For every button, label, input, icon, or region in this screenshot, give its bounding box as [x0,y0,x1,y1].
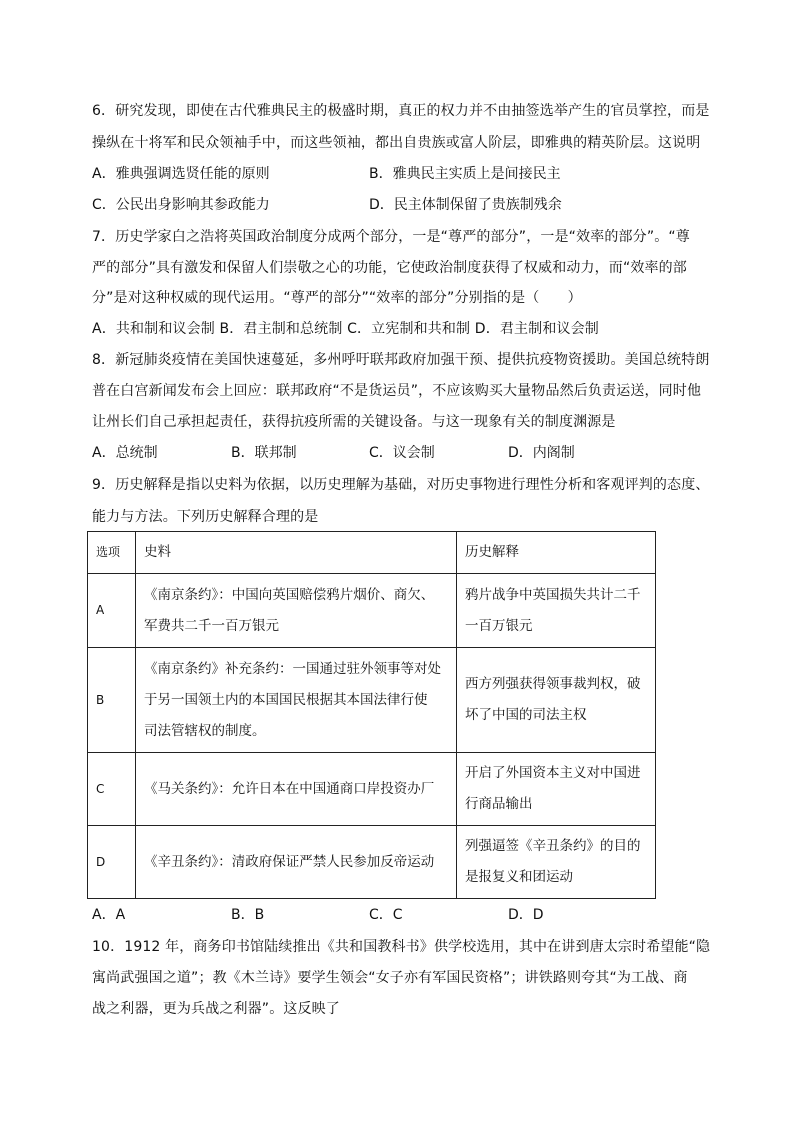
q6-stem-line: 操纵在十将军和民众领袖手中，而这些领袖，都出自贵族或富人阶层，即雅典的精英阶层。这说明 [92,135,701,151]
interp-line: 是报复义和团运动 [465,869,573,885]
source-line: 《马关条约》：允许日本在中国通商口岸投资办厂 [144,780,435,797]
table-row [88,648,656,753]
header-interpretation: 历史解释 [457,532,656,574]
row-option-label: A [88,574,136,648]
row-source [136,826,457,899]
q10-stem-line: 寓尚武强国之道”；教《木兰诗》要学生领会“女子亦有军国民资格”；讲铁路则夸其“为工战、商 [92,970,688,986]
q6-option-d[interactable]: D．民主体制保留了贵族制残余 [369,197,562,213]
q6-option-a[interactable]: A．雅典强调选贤任能的原则 [92,166,270,182]
interp-line: 开启了外国资本主义对中国进 [465,765,641,781]
q9-stem-line: 能力与方法。下列历史解释合理的是 [92,509,319,525]
interp-line: 行商品输出 [465,796,533,812]
q9-option-d[interactable]: D．D [508,907,544,923]
q8-stem-line: 8．新冠肺炎疫情在美国快速蔓延，多州呼吁联邦政府加强干预、提供抗疫物资援助。美国总统特朗 [92,352,710,368]
q6-stem-line: 6．研究发现，即使在古代雅典民主的极盛时期，真正的权力并不由抽签选举产生的官员掌控，而是 [92,103,710,119]
q8-stem-line: 普在白宫新闻发布会上回应：联邦政府“不是货运员”，不应该购买大量物品然后负责运送，同时他 [92,383,702,399]
table-row [88,826,656,899]
interp-line: 列强逼签《辛丑条约》的目的 [465,838,641,854]
q8-option-d[interactable]: D．内阁制 [508,445,575,461]
table-row [88,753,656,826]
row-interpretation [457,574,656,648]
interp-line: 西方列强获得领事裁判权，破 [465,676,641,692]
row-source [136,753,457,826]
source-line: 于另一国领土内的本国国民根据其本国法律行使 [144,691,428,708]
row-option-label: D [88,826,136,899]
q9-stem-line: 9．历史解释是指以史料为依据，以历史理解为基础，对历史事物进行理性分析和客观评判的态度、 [92,477,710,493]
table-row [88,574,656,648]
q6-option-c[interactable]: C．公民出身影响其参政能力 [92,197,270,213]
header-option: 选项 [88,532,136,574]
q7-stem-line: 分”是对这种权威的现代运用。“尊严的部分”“效率的部分”分别指的是（ ） [92,290,582,306]
row-source [136,574,457,648]
interp-line: 坏了中国的司法主权 [465,707,587,723]
header-source: 史料 [136,532,457,574]
q9-option-a[interactable]: A．A [92,907,126,923]
q7-stem-line: 严的部分”具有激发和保留人们崇敬之心的功能，它使政治制度获得了权威和动力，而“效率的部 [92,260,687,276]
q8-option-b[interactable]: B．联邦制 [231,445,297,461]
q8-stem-line: 让州长们自己承担起责任，获得抗疫所需的关键设备。与这一现象有关的制度渊源是 [92,414,616,430]
source-line: 军费共二千一百万银元 [144,617,279,634]
row-interpretation [457,826,656,899]
source-line: 司法管辖权的制度。 [144,722,266,739]
source-line: 《辛丑条约》：清政府保证严禁人民参加反帝运动 [144,853,435,870]
q10-stem-line: 10．1912 年，商务印书馆陆续推出《共和国教科书》供学校选用，其中在讲到唐太宗时希望能“隐 [92,939,711,955]
source-line: 《南京条约》：中国向英国赔偿鸦片烟价、商欠、 [144,586,435,603]
row-interpretation [457,648,656,753]
source-line: 《南京条约》补充条约：一国通过驻外领事等对处 [144,660,441,677]
interp-line: 一百万银元 [465,617,533,634]
history-interpretation-table [87,531,656,899]
q6-option-b[interactable]: B．雅典民主实质上是间接民主 [369,166,561,182]
q7-stem-line: 7．历史学家白之浩将英国政治制度分成两个部分，一是“尊严的部分”，一是“效率的部分”。“尊 [92,229,690,245]
q10-stem-line: 战之利器，更为兵战之利器”。这反映了 [92,1001,340,1017]
row-option-label: B [88,648,136,753]
q9-option-b[interactable]: B．B [231,907,265,923]
q8-option-c[interactable]: C．议会制 [369,445,435,461]
table-header-row [88,532,656,574]
q9-option-c[interactable]: C．C [369,907,403,923]
interp-line: 鸦片战争中英国损失共计二千 [465,586,641,603]
q7-options[interactable]: A．共和制和议会制 B．君主制和总统制 C．立宪制和共和制 D．君主制和议会制 [92,321,599,337]
row-option-label: C [88,753,136,826]
q8-option-a[interactable]: A．总统制 [92,445,158,461]
row-interpretation [457,753,656,826]
row-source [136,648,457,753]
